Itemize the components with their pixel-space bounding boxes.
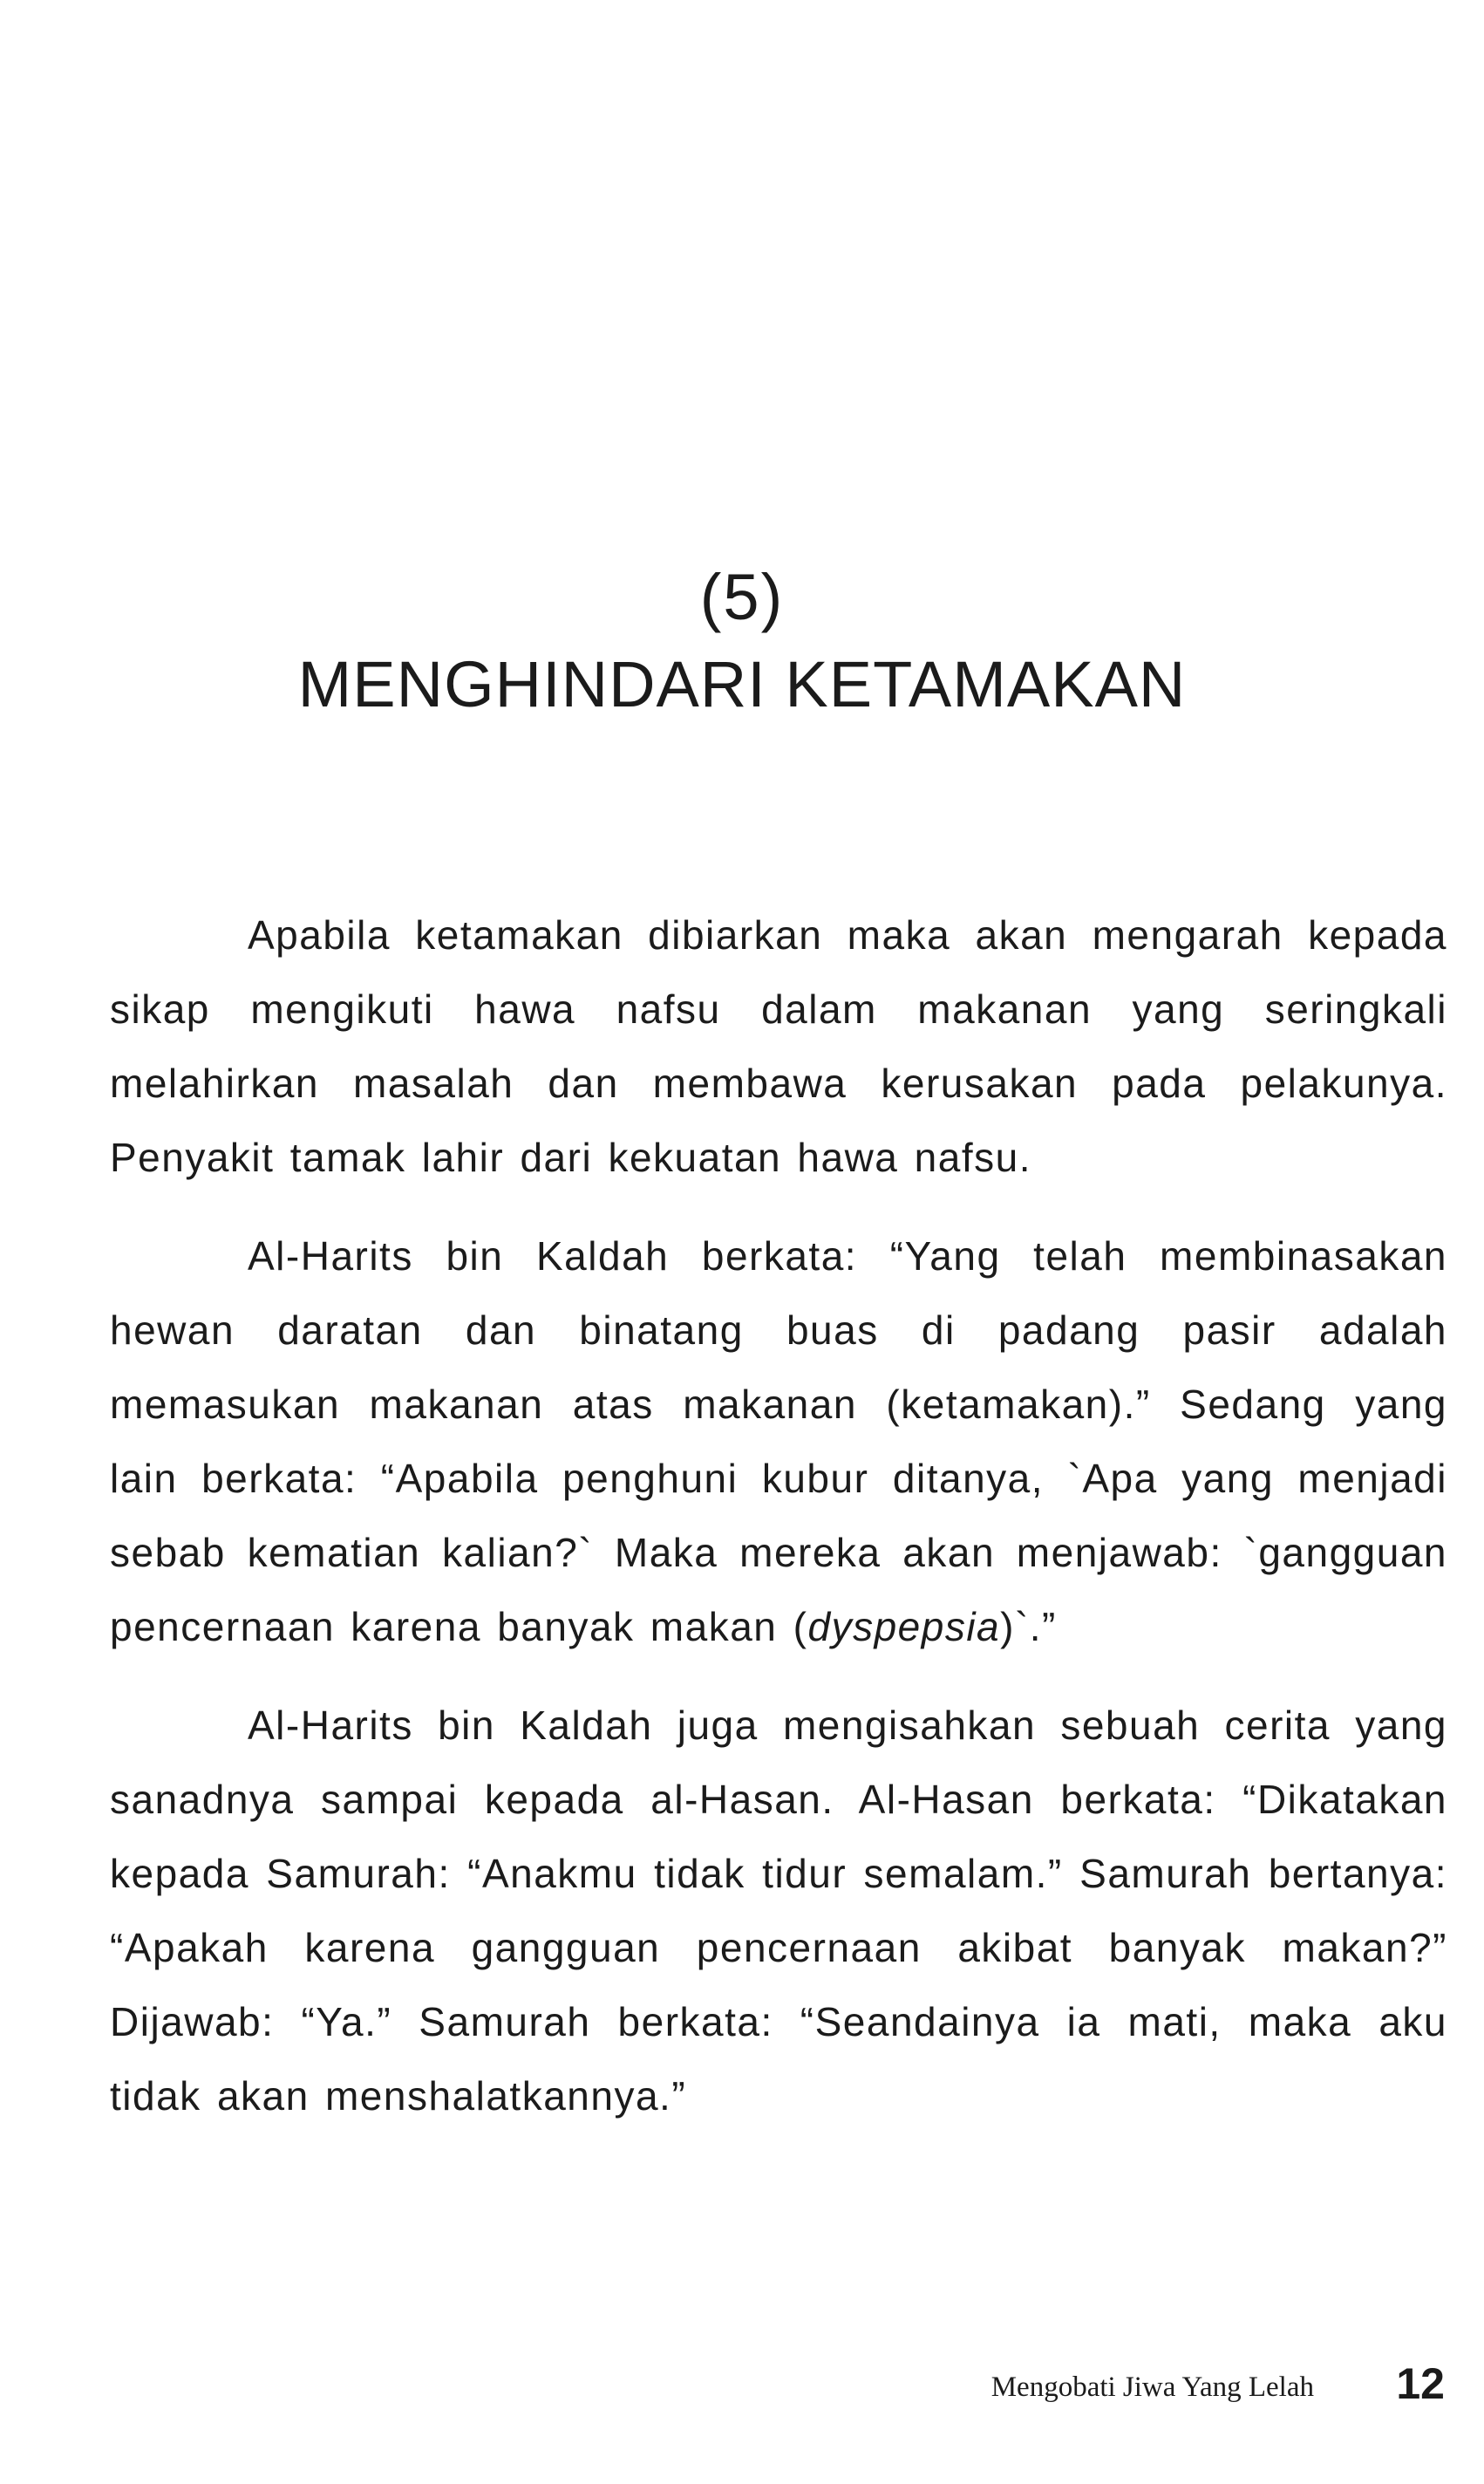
page-number: 12	[1396, 2359, 1445, 2408]
page-footer	[0, 2355, 1484, 2416]
chapter-number: (5)	[699, 561, 785, 633]
paragraph-2-italic-term: dyspepsia	[807, 1604, 1001, 1649]
paragraph-3: Al-Harits bin Kaldah juga mengisahkan sebuah cerita yang sanadnya sampai kepada al-Hasan. Al-Hasan berkata: “Dikatakan kepada Samurah: “Anakmu tidak tidur semalam.” Samurah bertanya: “Apakah karena gangguan pencernaan akibat banyak makan?” Dijawab: “Ya.” Samurah berkata: “Seandainya ia mati, maka aku tidak akan menshalatkannya.”	[110, 1703, 1447, 2119]
running-title: Mengobati Jiwa Yang Lelah	[990, 2371, 1314, 2403]
chapter-body	[110, 898, 1447, 2158]
paragraph-2	[110, 1219, 1447, 1664]
chapter-title: MENGHINDARI KETAMAKAN	[297, 648, 1187, 720]
paragraph-1: Apabila ketamakan dibiarkan maka akan mengarah kepada sikap mengikuti hawa nafsu dalam makanan yang seringkali melahirkan masalah dan membawa kerusakan pada pelakunya. Penyakit tamak lahir dari kekuatan hawa nafsu.	[110, 912, 1447, 1180]
paragraph-2-text-after: )`.”	[1000, 1604, 1057, 1649]
paragraph-2-text-before: Al-Harits bin Kaldah berkata: “Yang telah membinasakan hewan daratan dan binatang buas di padang pasir adalah memasukan makanan atas makanan (ketamakan).” Sedang yang lain berkata: “Apabila penghuni kubur ditanya, `Apa yang menjadi sebab kematian kalian?` Maka mereka akan menjawab: `gangguan pencernaan karena banyak makan (	[110, 1233, 1447, 1649]
